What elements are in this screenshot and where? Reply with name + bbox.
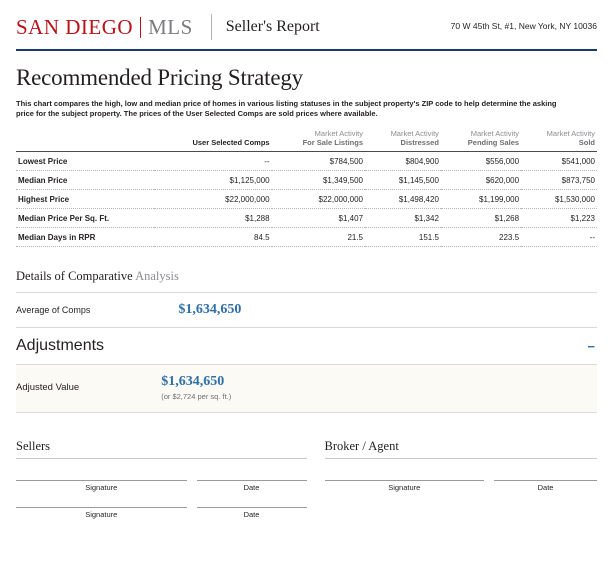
cell-3-0: $1,288 (154, 209, 272, 228)
sellers-signature-row-1 (16, 479, 307, 492)
broker-signature-column (307, 439, 598, 519)
table-row (16, 190, 597, 209)
cell-3-4: $1,223 (521, 209, 597, 228)
cell-2-1: $22,000,000 (272, 190, 365, 209)
row-label-median-days-in-rpr: Median Days in RPR (16, 228, 154, 247)
col-head-distressed (365, 129, 441, 152)
adjustments-row[interactable] (16, 328, 597, 365)
col-head-bottom-2: Distressed (400, 138, 439, 147)
property-address: 70 W 45th St, #1, New York, NY 10036 (450, 21, 597, 31)
seller-date-field-1[interactable] (197, 479, 307, 492)
cell-0-0: -- (154, 152, 272, 171)
row-label-median-price-per-sqft: Median Price Per Sq. Ft. (16, 209, 154, 228)
cell-3-3: $1,268 (441, 209, 521, 228)
page-title: Recommended Pricing Strategy (16, 65, 303, 90)
col-head-pending-sales (441, 129, 521, 152)
adjustments-label: Adjustments (16, 337, 105, 354)
sellers-rule (16, 458, 307, 465)
report-type-title: Seller's Report (225, 18, 320, 35)
seller-date-field-2[interactable] (197, 506, 307, 519)
col-head-top-1: Market Activity (314, 129, 364, 138)
broker-signature-caption: Signature (388, 483, 421, 492)
pricing-table (16, 129, 597, 247)
seller-date-caption-1: Date (243, 483, 260, 492)
table-row (16, 209, 597, 228)
cell-3-2: $1,342 (365, 209, 441, 228)
table-header-row (16, 129, 597, 152)
col-head-bottom-3: Pending Sales (467, 138, 520, 147)
adjusted-value-label: Adjusted Value (16, 382, 80, 393)
broker-signature-row (325, 479, 598, 492)
col-head-sold (521, 129, 597, 152)
broker-title: Broker / Agent (324, 439, 399, 453)
cell-0-2: $804,900 (365, 152, 441, 171)
average-of-comps-value: $1,634,650 (178, 302, 242, 317)
col-head-bottom-4: Sold (578, 138, 595, 147)
cell-0-1: $784,500 (272, 152, 365, 171)
cell-2-0: $22,000,000 (154, 190, 272, 209)
table-row (16, 152, 597, 171)
col-head-for-sale-listings (272, 129, 365, 152)
intro-paragraph: This chart compares the high, low and median price of homes in various listing statuses in the subject property's ZIP code to help determine the asking price for the subject property. The prices of the User Selected Comps are sold prices where available. (16, 99, 557, 118)
cell-2-3: $1,199,000 (441, 190, 521, 209)
cell-4-0: 84.5 (154, 228, 272, 247)
header-divider (211, 14, 212, 40)
cell-1-1: $1,349,500 (272, 171, 365, 190)
cell-0-3: $556,000 (441, 152, 521, 171)
sellers-signature-column (16, 439, 307, 519)
cell-2-2: $1,498,420 (365, 190, 441, 209)
col-head-bottom-0: User Selected Comps (192, 138, 270, 147)
report-header (16, 14, 597, 51)
seller-signature-field-1[interactable] (16, 479, 187, 492)
adjusted-value-row (16, 365, 597, 413)
signature-area (16, 439, 597, 519)
cell-4-2: 151.5 (365, 228, 441, 247)
seller-date-caption-2: Date (243, 510, 260, 519)
cell-1-0: $1,125,000 (154, 171, 272, 190)
logo-divider (140, 17, 141, 38)
sellers-title: Sellers (16, 439, 51, 453)
seller-signature-field-2[interactable] (16, 506, 187, 519)
row-label-lowest-price: Lowest Price (16, 152, 154, 171)
cell-4-1: 21.5 (272, 228, 365, 247)
sellers-signature-row-2 (16, 506, 307, 519)
cell-4-4: -- (521, 228, 597, 247)
table-row (16, 171, 597, 190)
broker-signature-field[interactable] (325, 479, 485, 492)
row-label-highest-price: Highest Price (16, 190, 154, 209)
brand-logo (16, 15, 193, 40)
cell-1-4: $873,750 (521, 171, 597, 190)
details-section-heading (16, 269, 597, 284)
row-label-median-price: Median Price (16, 171, 154, 190)
seller-signature-caption-2: Signature (85, 510, 118, 519)
broker-date-caption: Date (537, 483, 554, 492)
col-head-top-2: Market Activity (390, 129, 439, 138)
broker-rule (325, 458, 598, 465)
average-of-comps-label: Average of Comps (16, 305, 91, 315)
minus-icon[interactable]: − (587, 338, 595, 354)
logo-primary-text: SAN DIEGO (16, 14, 134, 39)
table-row (16, 228, 597, 247)
col-head-top-4: Market Activity (546, 129, 595, 138)
broker-date-field[interactable] (494, 479, 597, 492)
logo-secondary-text: MLS (148, 14, 193, 39)
col-head-row-label (16, 129, 154, 152)
adjusted-value-amount: $1,634,650 (161, 374, 225, 389)
adjusted-value-per-sqft: (or $2,724 per sq. ft.) (161, 392, 232, 401)
col-head-bottom-1: For Sale Listings (302, 138, 364, 147)
seller-signature-caption-1: Signature (85, 483, 118, 492)
adjusted-value-group (161, 374, 231, 401)
details-heading-main: Details of Comparative (16, 269, 136, 283)
col-head-top-3: Market Activity (470, 129, 520, 138)
details-heading-light: Analysis (135, 269, 179, 283)
average-of-comps-row (16, 292, 597, 328)
cell-4-3: 223.5 (441, 228, 521, 247)
col-head-user-selected-comps (154, 129, 272, 152)
cell-0-4: $541,000 (521, 152, 597, 171)
cell-2-4: $1,530,000 (521, 190, 597, 209)
cell-1-3: $620,000 (441, 171, 521, 190)
cell-1-2: $1,145,500 (365, 171, 441, 190)
cell-3-1: $1,407 (272, 209, 365, 228)
